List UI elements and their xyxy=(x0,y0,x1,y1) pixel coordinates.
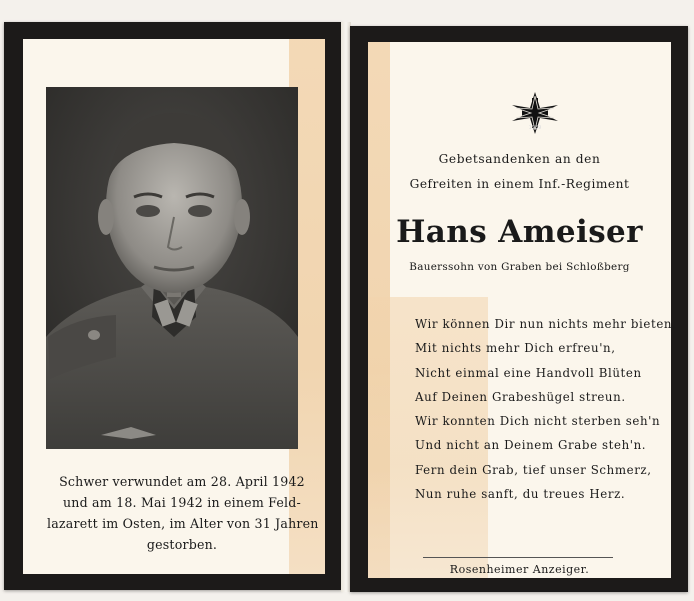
subtitle: Bauerssohn von Graben bei Schloßberg xyxy=(409,261,630,273)
left-card-paper xyxy=(23,39,325,574)
deceased-name: Hans Ameiser xyxy=(396,214,643,250)
heading-line-2: Gefreiten in einem Inf.-Regiment xyxy=(409,177,630,191)
poem-line: Mit nichts mehr Dich erfreu'n, xyxy=(415,341,616,356)
caption-line: lazarett im Osten, im Alter von 31 Jahren xyxy=(47,516,319,531)
poem-line: Und nicht an Deinem Grabe steh'n. xyxy=(415,438,647,453)
portrait-photo xyxy=(46,87,298,449)
poem-line: Auf Deinen Grabeshügel streun. xyxy=(415,389,626,404)
svg-text:1939: 1939 xyxy=(528,125,542,131)
publisher: Rosenheimer Anzeiger. xyxy=(449,563,590,576)
caption-line: Schwer verwundet am 28. April 1942 xyxy=(59,474,305,489)
poem-line: Fern dein Grab, tief unser Schmerz, xyxy=(415,462,652,477)
caption-line: und am 18. Mai 1942 in einem Feld- xyxy=(62,495,302,510)
divider xyxy=(423,557,613,558)
right-card xyxy=(350,26,688,592)
memorial-poem xyxy=(415,312,677,506)
caption-line: gestorben. xyxy=(146,537,218,552)
right-card-paper xyxy=(368,42,677,578)
poem-line: Wir konnten Dich nicht sterben seh'n xyxy=(415,414,661,429)
iron-cross-icon xyxy=(512,92,558,138)
poem-line: Wir können Dir nun nichts mehr bieten, xyxy=(415,317,677,331)
left-card xyxy=(4,22,342,590)
poem-line: Nun ruhe sanft, du treues Herz. xyxy=(415,487,626,502)
heading-line-1: Gebetsandenken an den xyxy=(438,152,601,166)
death-caption xyxy=(47,471,317,555)
poem-line: Nicht einmal eine Handvoll Blüten xyxy=(415,365,642,380)
